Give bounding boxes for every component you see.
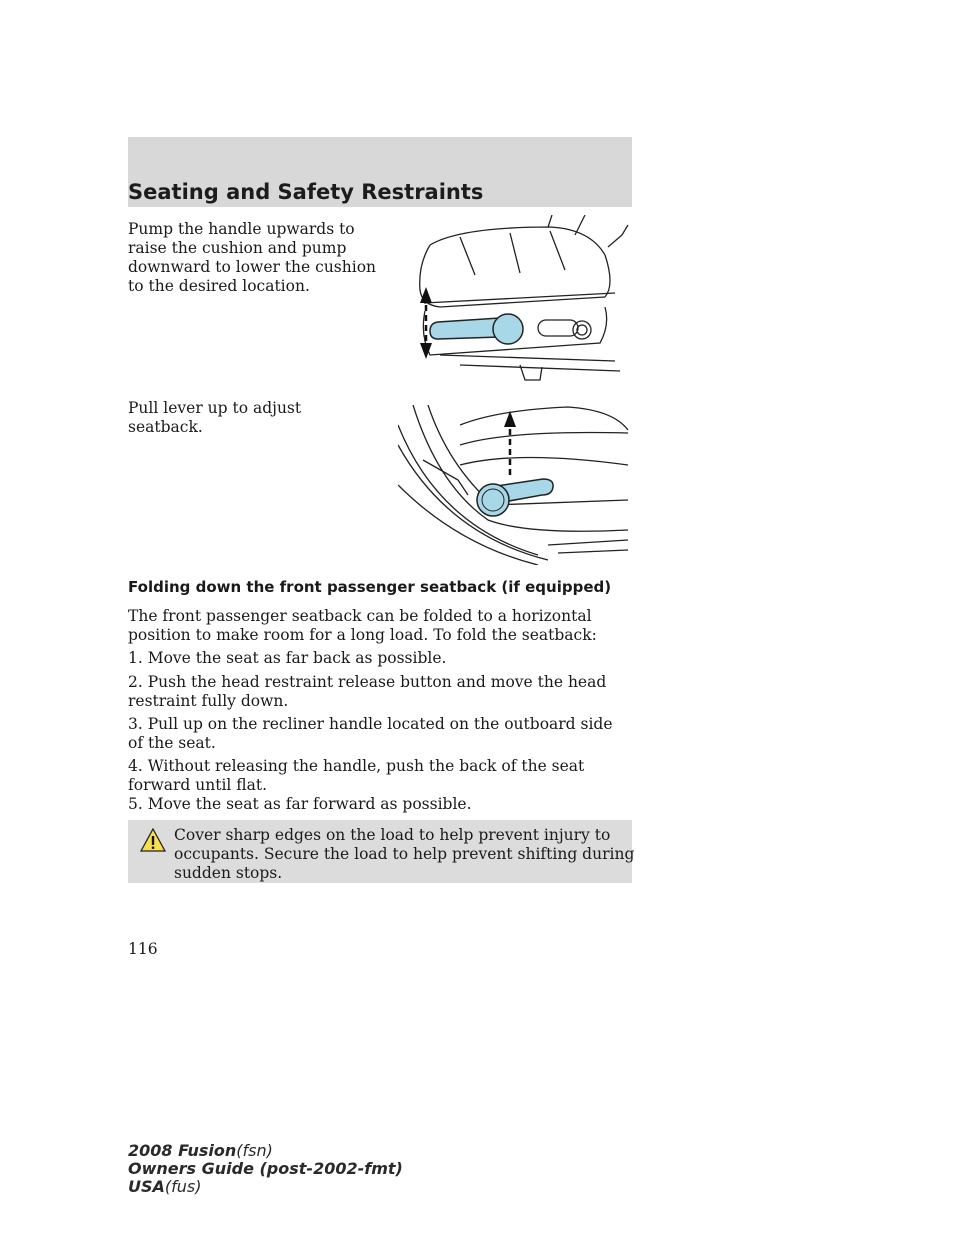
- step-3: 3. Pull up on the recliner handle located on the outboard side of the seat.: [128, 715, 613, 752]
- page-number: 116: [128, 940, 158, 958]
- up-arrow-icon: [504, 411, 516, 475]
- footer-guide: Owners Guide (post-2002-fmt): [128, 1159, 403, 1178]
- step-1: 1. Move the seat as far back as possible.: [128, 649, 447, 667]
- seat-cushion-illustration: [400, 215, 632, 385]
- footer: [128, 1142, 403, 1196]
- seatback-recliner-illustration: [398, 405, 630, 565]
- warning-box: [128, 820, 635, 883]
- section-intro: The front passenger seatback can be folded to a horizontal position to make room for a long load. To fold the seatback:: [128, 607, 597, 644]
- seatback-paragraph: Pull lever up to adjust seatback.: [128, 399, 302, 436]
- step-5: 5. Move the seat as far forward as possible.: [128, 795, 472, 813]
- footer-model: 2008 Fusion: [128, 1141, 237, 1160]
- cushion-adjust-handle: [430, 314, 523, 344]
- cushion-paragraph: Pump the handle upwards to raise the cushion and pump downward to lower the cushion to the desired location.: [128, 220, 377, 295]
- page-title: Seating and Safety Restraints: [128, 180, 484, 204]
- warning-text: Cover sharp edges on the load to help prevent injury to occupants. Secure the load to help prevent shifting during sudden stops.: [174, 826, 635, 882]
- footer-model-code: (fsn): [236, 1141, 273, 1160]
- footer-market-code: (fus): [164, 1177, 202, 1196]
- step-2: 2. Push the head restraint release button and move the head restraint fully down.: [128, 673, 607, 710]
- footer-market: USA: [128, 1177, 165, 1196]
- recliner-handle: [477, 479, 553, 516]
- up-down-arrow-icon: [420, 287, 432, 359]
- step-4: 4. Without releasing the handle, push the back of the seat forward until flat.: [128, 757, 585, 794]
- section-heading: Folding down the front passenger seatback (if equipped): [128, 578, 612, 596]
